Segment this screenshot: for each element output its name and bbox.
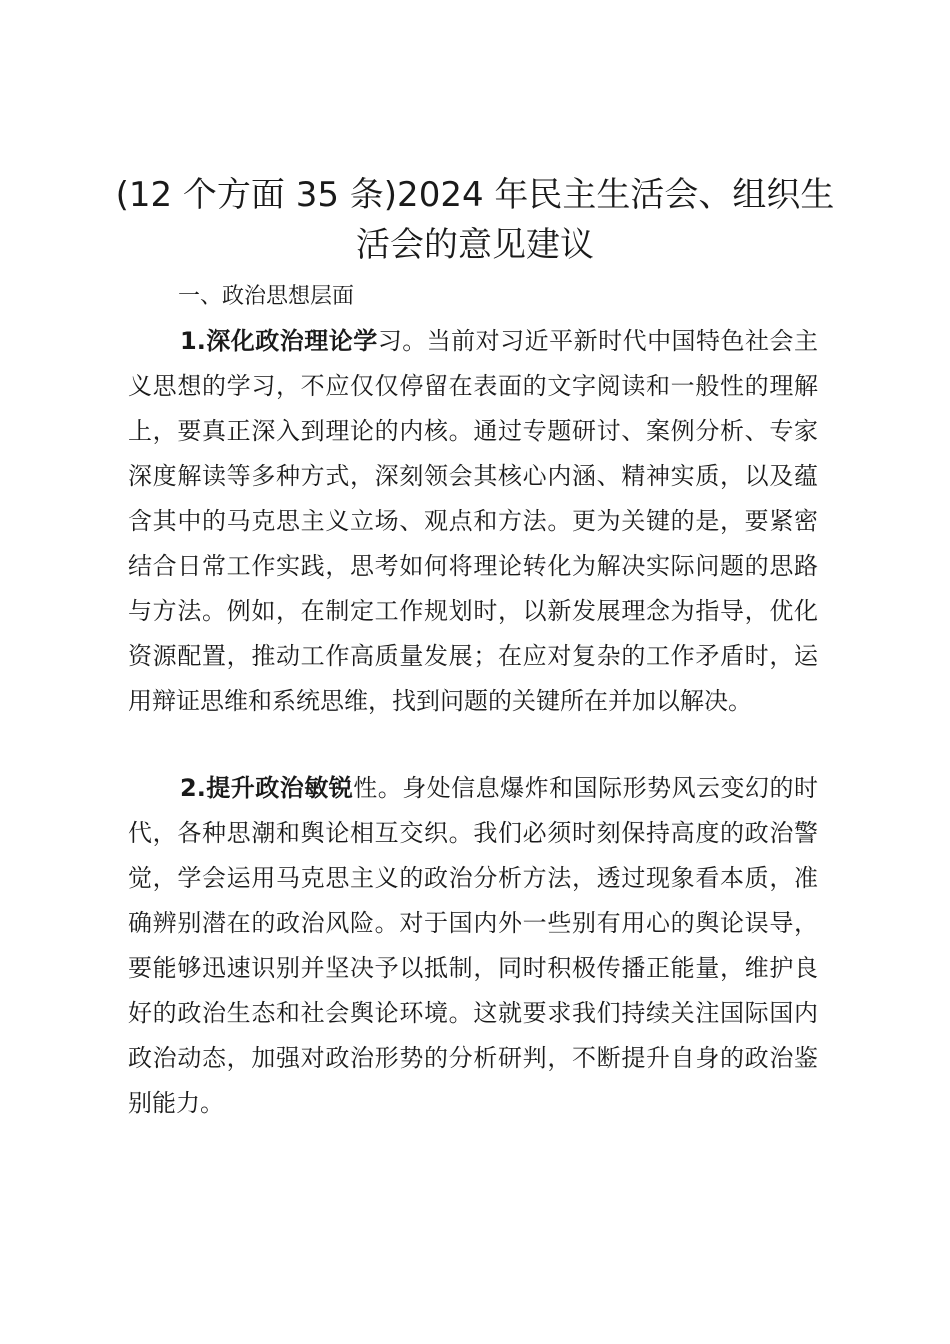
- paragraph-2-body: 性。身处信息爆炸和国际形势风云变幻的时代，各种思潮和舆论相互交织。我们必须时刻保持高度的政治警觉，学会运用马克思主义的政治分析方法，透过现象看本质，准确辨别潜在的政治风险。对于国内外一些别有用心的舆论误导，要能够迅速识别并坚决予以抵制，同时积极传播正能量，维护良好的政治生态和社会舆论环境。这就要求我们持续关注国际国内政治动态，加强对政治形势的分析研判，不断提升自身的政治鉴别能力。: [128, 774, 818, 1117]
- document-title: (12 个方面 35 条)2024 年民主生活会、组织生活会的意见建议: [115, 175, 835, 265]
- paragraph-1: [128, 319, 818, 724]
- paragraph-1-lead: 1.深化政治理论学: [180, 327, 378, 355]
- paragraph-2: [128, 766, 818, 1126]
- section-heading: 一、政治思想层面: [178, 284, 355, 309]
- paragraph-1-body: 习。当前对习近平新时代中国特色社会主义思想的学习，不应仅仅停留在表面的文字阅读和一般性的理解上，要真正深入到理论的内核。通过专题研讨、案例分析、专家深度解读等多种方式，深刻领会其核心内涵、精神实质，以及蕴含其中的马克思主义立场、观点和方法。更为关键的是，要紧密结合日常工作实践，思考如何将理论转化为解决实际问题的思路与方法。例如，在制定工作规划时，以新发展理念为指导，优化资源配置，推动工作高质量发展；在应对复杂的工作矛盾时，运用辩证思维和系统思维，找到问题的关键所在并加以解决。: [128, 327, 818, 715]
- paragraph-2-lead: 2.提升政治敏锐: [180, 774, 354, 802]
